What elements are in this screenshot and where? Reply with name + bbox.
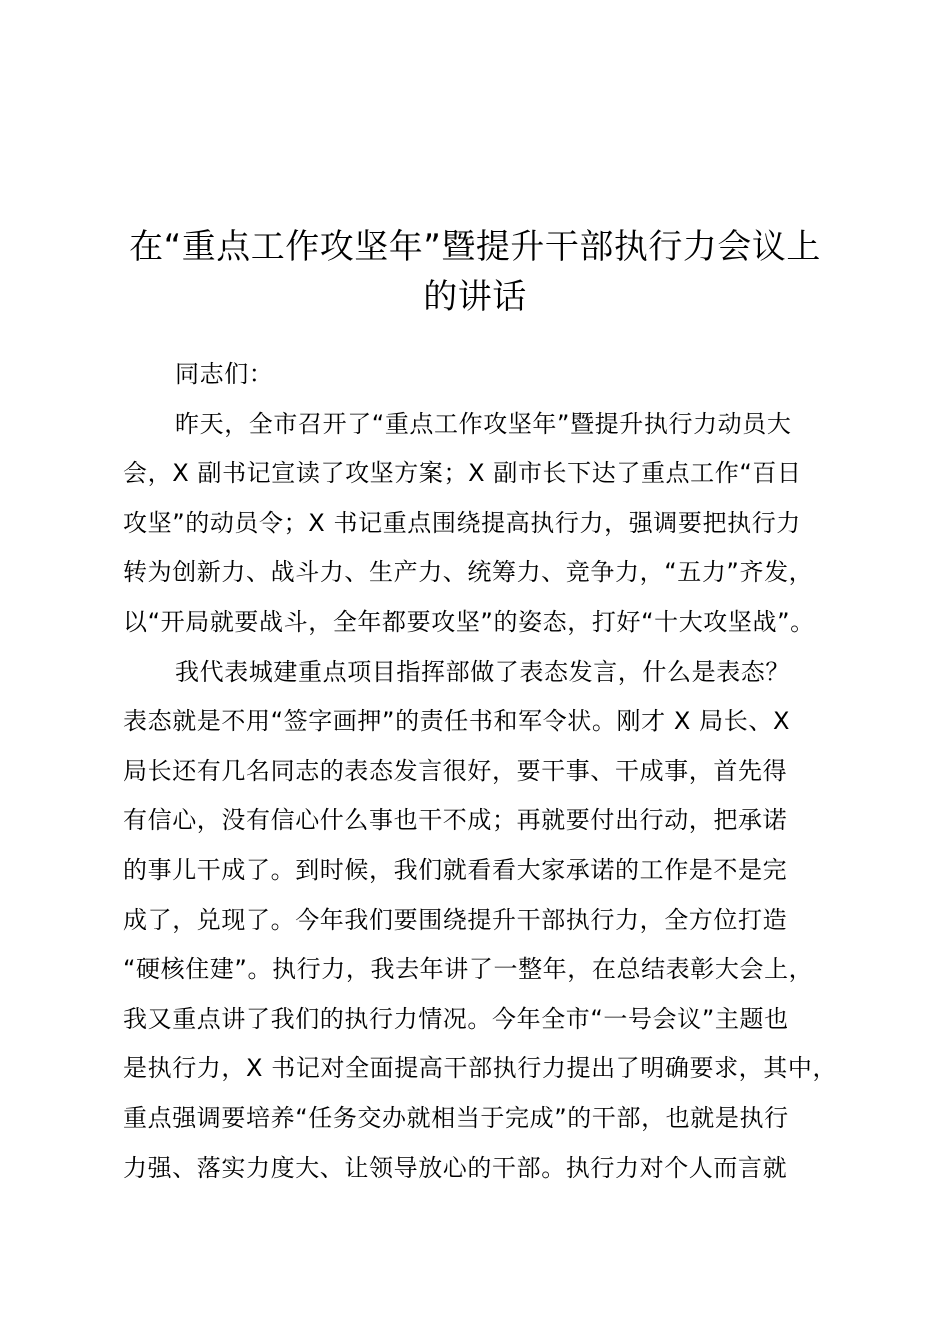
paragraph-line: 我又重点讲了我们的执行力情况。今年全市“一号会议”主题也 bbox=[123, 1004, 789, 1033]
paragraph-line: 会，X 副书记宣读了攻坚方案；X 副市长下达了重点工作“百日 bbox=[123, 459, 802, 488]
paragraph-line: 重点强调要培养“任务交办就相当于完成”的干部，也就是执行 bbox=[123, 1103, 789, 1132]
paragraph-line: 力强、落实力度大、让领导放心的干部。执行力对个人而言就 bbox=[123, 1153, 788, 1182]
paragraph-line: 局长还有几名同志的表态发言很好，要干事、干成事，首先得 bbox=[123, 756, 788, 785]
paragraph-line: 以“开局就要战斗，全年都要攻坚”的姿态，打好“十大攻坚战”。 bbox=[123, 607, 815, 636]
document-title bbox=[110, 222, 840, 322]
paragraph-1 bbox=[123, 400, 835, 648]
title-line-1: 在“重点工作攻坚年”暨提升干部执行力会议上 bbox=[129, 227, 821, 267]
salutation: 同志们： bbox=[175, 360, 274, 388]
paragraph-2 bbox=[123, 648, 838, 1194]
paragraph-line: 成了，兑现了。今年我们要围绕提升干部执行力，全方位打造 bbox=[123, 905, 788, 934]
document-body bbox=[123, 350, 838, 1193]
paragraph-line: 转为创新力、战斗力、生产力、统筹力、竞争力，“五力”齐发， bbox=[123, 558, 814, 587]
paragraph-line: 的事儿干成了。到时候，我们就看看大家承诺的工作是不是完 bbox=[123, 855, 788, 884]
paragraph-line: 表态就是不用“签字画押”的责任书和军令状。刚才 X 局长、X bbox=[123, 707, 791, 736]
paragraph-line: 有信心，没有信心什么事也干不成；再就要付出行动，把承诺 bbox=[123, 806, 788, 835]
paragraph-line: “硬核住建”。执行力，我去年讲了一整年，在总结表彰大会上， bbox=[123, 955, 814, 984]
paragraph-line: 是执行力，X 书记对全面提高干部执行力提出了明确要求，其中， bbox=[123, 1054, 838, 1083]
paragraph-line: 我代表城建重点项目指挥部做了表态发言，什么是表态？ bbox=[175, 657, 790, 686]
paragraph-line: 昨天，全市召开了“重点工作攻坚年”暨提升执行力动员大 bbox=[175, 409, 792, 438]
title-line-2: 的讲话 bbox=[423, 277, 527, 317]
paragraph-line: 攻坚”的动员令；X 书记重点围绕提高执行力，强调要把执行力 bbox=[123, 508, 801, 537]
